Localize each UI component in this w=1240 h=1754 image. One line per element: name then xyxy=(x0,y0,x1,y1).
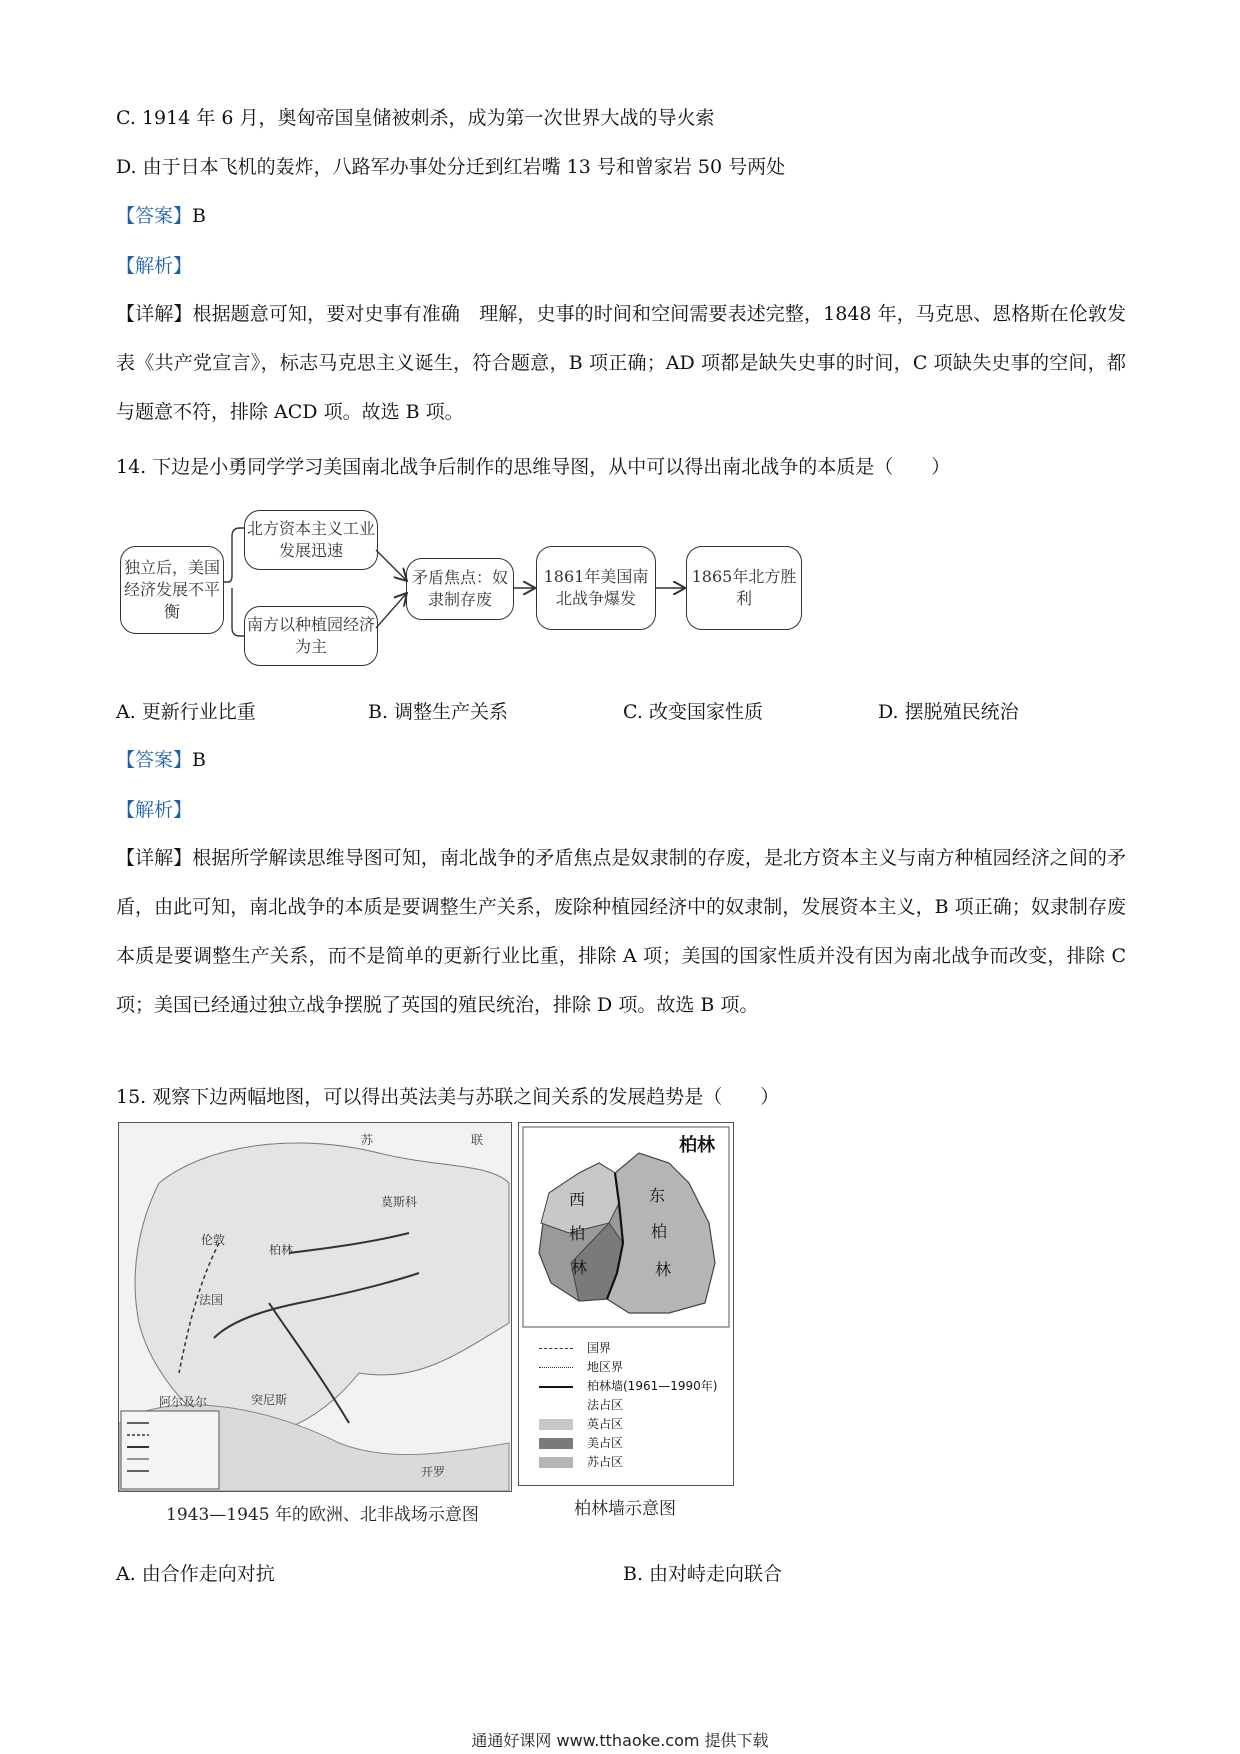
legend-item-district xyxy=(539,1358,729,1377)
mind-map-left-node: 独立后，美国经济发展不平衡 xyxy=(120,546,224,634)
west-berlin-label-2: 柏 xyxy=(569,1224,586,1243)
answer-tag: 【答案】 xyxy=(116,749,193,771)
detail-text: 根据题意可知，要对史事有准确 理解，史事的时间和空间需要表述完整，1848 年，马克思、恩格斯在伦敦发表《共产党宣言》，标志马克思主义诞生，符合题意，B 项正确；AD 项都是缺失史事的时间，C 项缺失史事的空间，都与题意不符，排除 ACD 项。故选 B 项。 xyxy=(116,303,1126,423)
berlin-map-legend xyxy=(539,1339,729,1472)
mind-map-victory-node: 1865年北方胜利 xyxy=(686,546,802,630)
legend-item-border xyxy=(539,1339,729,1358)
q13-analysis xyxy=(116,254,192,278)
europe-map-drawing xyxy=(119,1123,511,1491)
q15-stem: 15. 观察下边两幅地图，可以得出英法美与苏联之间关系的发展趋势是（ ） xyxy=(116,1086,780,1108)
east-berlin-label-2: 柏 xyxy=(651,1222,668,1241)
legend-swatch xyxy=(539,1419,573,1430)
legend-swatch xyxy=(539,1386,573,1388)
detail-text: 根据所学解读思维导图可知，南北战争的矛盾焦点是奴隶制的存废，是北方资本主义与南方种植园经济之间的矛盾，由此可知，南北战争的本质是要调整生产关系，废除种植园经济中的奴隶制，发展资本主义，B 项正确；奴隶制存废本质是要调整生产关系，而不是简单的更新行业比重，排除 A 项；美国的国家性质并没有因为南北战争而改变，排除 C 项；美国已经通过独立战争摆脱了英国的殖民统治，排除 D 项。故选 B 项。 xyxy=(116,847,1126,1016)
legend-label: 英占区 xyxy=(587,1417,624,1431)
answer-value: B xyxy=(192,749,206,771)
answer-value: B xyxy=(192,205,206,227)
legend-item-american xyxy=(539,1434,729,1453)
legend-swatch xyxy=(539,1348,573,1349)
map-label-lian: 联 xyxy=(471,1133,484,1147)
q13-detail xyxy=(116,290,1126,437)
legend-item-french xyxy=(539,1396,729,1415)
detail-tag: 【详解】 xyxy=(116,847,193,869)
mind-map-south-node: 南方以种植园经济为主 xyxy=(244,606,378,666)
option-d-prev: D. 由于日本飞机的轰炸，八路军办事处分迁到红岩嘴 13 号和曾家岩 50 号两处 xyxy=(116,156,786,178)
mind-map xyxy=(116,510,806,670)
map-label-algiers: 阿尔及尔 xyxy=(159,1395,208,1409)
legend-swatch xyxy=(539,1457,573,1468)
analysis-tag: 【解析】 xyxy=(116,255,193,277)
q14-answer xyxy=(116,748,206,772)
q14-option-b: B. 调整生产关系 xyxy=(368,701,509,723)
berlin-map-drawing xyxy=(519,1123,733,1333)
q15-option-b: B. 由对峙走向联合 xyxy=(623,1563,783,1585)
map-label-su: 苏 xyxy=(361,1133,374,1147)
legend-item-wall xyxy=(539,1377,729,1396)
legend-label: 美占区 xyxy=(587,1436,624,1450)
east-berlin-label-1: 东 xyxy=(649,1186,666,1205)
mind-map-focus-node: 矛盾焦点：奴隶制存废 xyxy=(406,558,514,620)
detail-tag: 【详解】 xyxy=(116,303,193,325)
map-label-tunis: 突尼斯 xyxy=(251,1393,288,1407)
option-c-prev: C. 1914 年 6 月，奥匈帝国皇储被刺杀，成为第一次世界大战的导火索 xyxy=(116,107,715,129)
legend-item-soviet xyxy=(539,1453,729,1472)
legend-label: 国界 xyxy=(587,1341,612,1355)
map-label-berlin: 柏林 xyxy=(269,1243,294,1257)
q13-answer xyxy=(116,204,206,228)
legend-swatch xyxy=(539,1367,573,1368)
mind-map-outbreak-node: 1861年美国南北战争爆发 xyxy=(536,546,656,630)
europe-battlefield-map xyxy=(118,1122,512,1492)
mind-map-north-node: 北方资本主义工业发展迅速 xyxy=(244,510,378,570)
legend-label: 苏占区 xyxy=(587,1455,624,1469)
q14-detail xyxy=(116,834,1126,1030)
legend-swatch xyxy=(539,1400,573,1411)
europe-map-caption: 1943—1945 年的欧洲、北非战场示意图 xyxy=(166,1505,479,1525)
q14-option-d: D. 摆脱殖民统治 xyxy=(878,701,1019,723)
analysis-tag: 【解析】 xyxy=(116,799,193,821)
map-label-cairo: 开罗 xyxy=(421,1465,446,1479)
q14-option-a: A. 更新行业比重 xyxy=(116,701,256,723)
legend-label: 柏林墙(1961—1990年) xyxy=(587,1379,718,1393)
map-label-france: 法国 xyxy=(199,1293,224,1307)
legend-swatch xyxy=(539,1438,573,1449)
legend-item-british xyxy=(539,1415,729,1434)
q14-stem: 14. 下边是小勇同学学习美国南北战争后制作的思维导图，从中可以得出南北战争的本质是（ ） xyxy=(116,456,951,478)
map-label-london: 伦敦 xyxy=(201,1233,226,1247)
berlin-map-title: 柏林 xyxy=(679,1135,715,1156)
west-berlin-label-1: 西 xyxy=(569,1190,586,1209)
berlin-wall-map xyxy=(518,1122,734,1486)
east-berlin-label-3: 林 xyxy=(655,1260,672,1279)
answer-tag: 【答案】 xyxy=(116,205,193,227)
q14-option-c: C. 改变国家性质 xyxy=(623,701,763,723)
legend-label: 地区界 xyxy=(587,1360,624,1374)
q14-analysis xyxy=(116,798,192,822)
west-berlin-label-3: 林 xyxy=(571,1258,588,1277)
page-footer: 通通好课网 www.tthaoke.com 提供下载 xyxy=(471,1731,769,1750)
q15-option-a: A. 由合作走向对抗 xyxy=(116,1563,275,1585)
berlin-map-caption: 柏林墙示意图 xyxy=(574,1499,676,1519)
map-label-moscow: 莫斯科 xyxy=(381,1195,418,1209)
legend-label: 法占区 xyxy=(587,1398,624,1412)
